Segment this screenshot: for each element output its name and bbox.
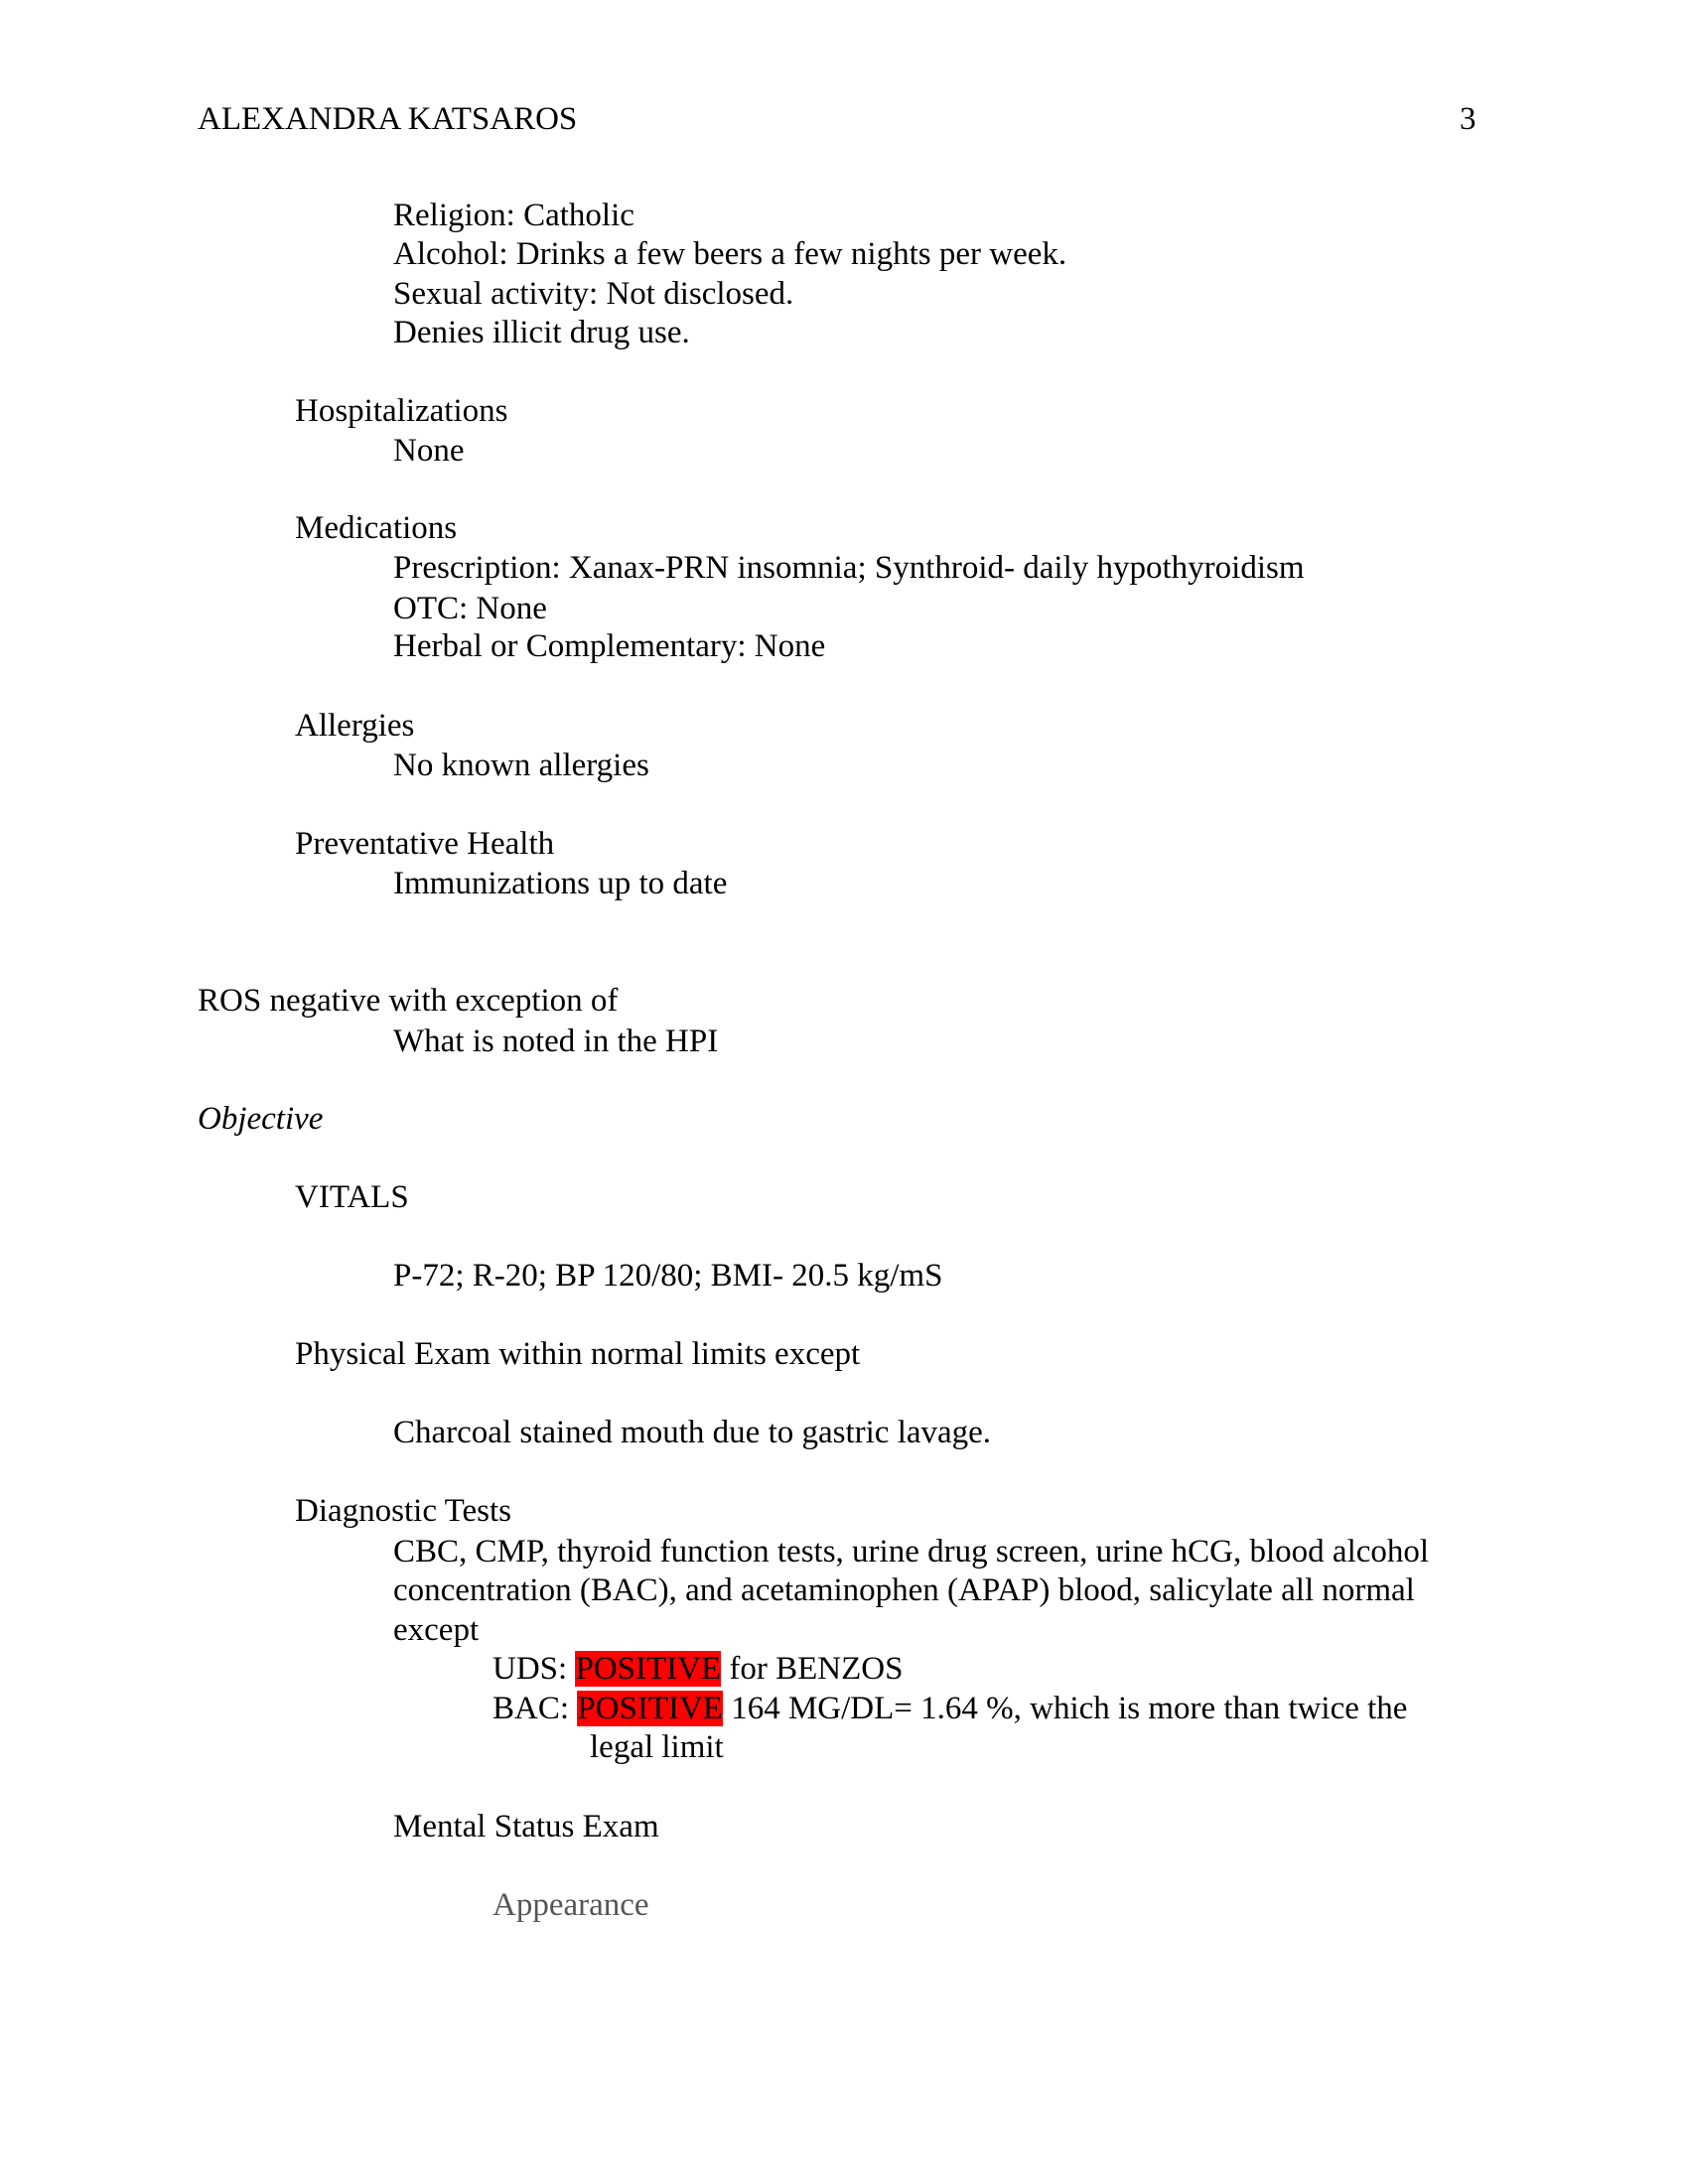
medications-heading: Medications — [295, 510, 458, 546]
medication-otc: OTC: None — [393, 591, 547, 626]
allergies-heading: Allergies — [295, 708, 415, 744]
objective-heading: Objective — [198, 1101, 324, 1137]
vitals-values: P-72; R-20; BP 120/80; BMI- 20.5 kg/mS — [393, 1258, 943, 1294]
social-drugs: Denies illicit drug use. — [393, 315, 690, 350]
bac-result — [492, 1689, 1407, 1728]
social-religion: Religion: Catholic — [393, 198, 634, 233]
uds-result — [492, 1649, 903, 1689]
diagnostic-line: except — [393, 1612, 480, 1648]
bac-label: BAC: — [492, 1691, 570, 1726]
uds-label: UDS: — [492, 1651, 568, 1687]
ros-value: What is noted in the HPI — [393, 1024, 719, 1059]
diagnostic-line: concentration (BAC), and acetaminophen (APAP) blood, salicylate all normal — [393, 1572, 1415, 1608]
hospitalizations-heading: Hospitalizations — [295, 393, 508, 429]
ros-heading: ROS negative with exception of — [198, 983, 619, 1019]
uds-detail: for BENZOS — [729, 1651, 904, 1687]
medication-prescription: Prescription: Xanax-PRN insomnia; Synthroid- daily hypothyroidism — [393, 550, 1305, 586]
hospitalizations-value: None — [393, 433, 465, 469]
social-alcohol: Alcohol: Drinks a few beers a few nights per week. — [393, 236, 1067, 272]
diagnostic-line: CBC, CMP, thyroid function tests, urine drug screen, urine hCG, blood alcohol — [393, 1534, 1430, 1570]
vitals-heading: VITALS — [295, 1179, 409, 1215]
diagnostic-heading: Diagnostic Tests — [295, 1493, 511, 1529]
social-sexual: Sexual activity: Not disclosed. — [393, 276, 794, 312]
preventative-value: Immunizations up to date — [393, 866, 728, 901]
page-number: 3 — [1460, 101, 1477, 137]
medication-herbal: Herbal or Complementary: None — [393, 628, 826, 664]
bac-positive-flag: POSITIVE — [577, 1691, 723, 1726]
bac-detail: 164 MG/DL= 1.64 %, which is more than twice the — [731, 1691, 1408, 1726]
allergies-value: No known allergies — [393, 748, 649, 783]
exam-heading: Physical Exam within normal limits except — [295, 1336, 861, 1372]
mse-heading: Mental Status Exam — [393, 1809, 659, 1844]
exam-finding: Charcoal stained mouth due to gastric lavage. — [393, 1415, 992, 1450]
appearance-heading: Appearance — [492, 1887, 649, 1923]
preventative-heading: Preventative Health — [295, 826, 555, 862]
bac-continuation: legal limit — [590, 1729, 724, 1765]
uds-positive-flag: POSITIVE — [575, 1651, 722, 1687]
running-head: ALEXANDRA KATSAROS — [198, 101, 578, 137]
